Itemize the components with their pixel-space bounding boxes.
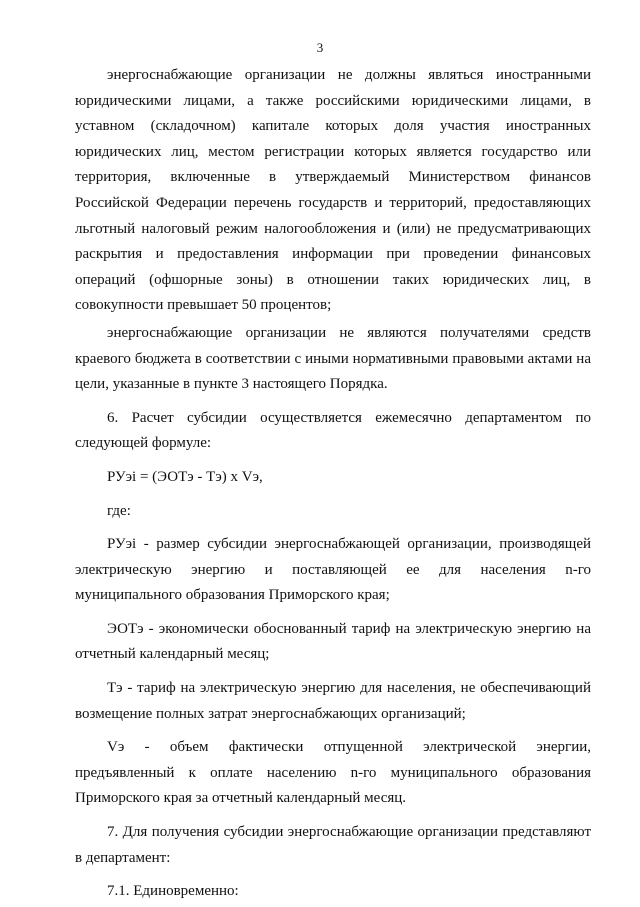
definition-rue: РУэi - размер субсидии энергоснабжающей организации, производящей электрическую энергию и поставляющей ее для населения n-го муниципального образования Приморского края; bbox=[75, 536, 591, 604]
paragraph-offshore-condition: энергоснабжающие организации не должны являться иностранными юридическими лицами, а также российскими юридическими лицами, в уставном (складочном) капитале которых доля участия иностранных юридических лиц, местом регистрации которых является государство или территория, включенные в утверждаемый Министерством финансов Российской Федерации перечень государств и территорий, предоставляющих льготный налоговый режим налогообложения и (или) не предусматривающих раскрытия и предоставления информации при проведении финансовых операций (офшорные зоны) в отношении таких юридических лиц, в совокупности превышает 50 процентов; bbox=[75, 67, 591, 314]
paragraph-item-7: 7. Для получения субсидии энергоснабжающие организации представляют в департамент: bbox=[75, 824, 591, 866]
page-number: 3 bbox=[316, 40, 324, 55]
paragraph-item-7-1: 7.1. Единовременно: bbox=[107, 883, 239, 900]
definition-eot: ЭОТэ - экономически обоснованный тариф на электрическую энергию на отчетный календарный месяц; bbox=[75, 620, 591, 663]
paragraph-budget-condition: энергоснабжающие организации не являются получателями средств краевого бюджета в соответствии с иными нормативными правовыми актами на цели, указанные в пункте 3 настоящего Порядка. bbox=[75, 324, 591, 393]
document-body bbox=[75, 63, 591, 907]
paragraph-where: где: bbox=[107, 502, 131, 519]
formula: РУэi = (ЭОТэ - Тэ) х Vэ, bbox=[107, 468, 263, 485]
definition-v: Vэ - объем фактически отпущенной электрической энергии, предъявленный к оплате населению n-го муниципального образования Приморского края за отчетный календарный месяц. bbox=[75, 739, 591, 807]
definition-t: Тэ - тариф на электрическую энергию для населения, не обеспечивающий возмещение полных затрат энергоснабжающих организаций; bbox=[75, 680, 591, 722]
paragraph-item-6: 6. Расчет субсидии осуществляется ежемесячно департаментом по следующей формуле: bbox=[75, 409, 591, 452]
